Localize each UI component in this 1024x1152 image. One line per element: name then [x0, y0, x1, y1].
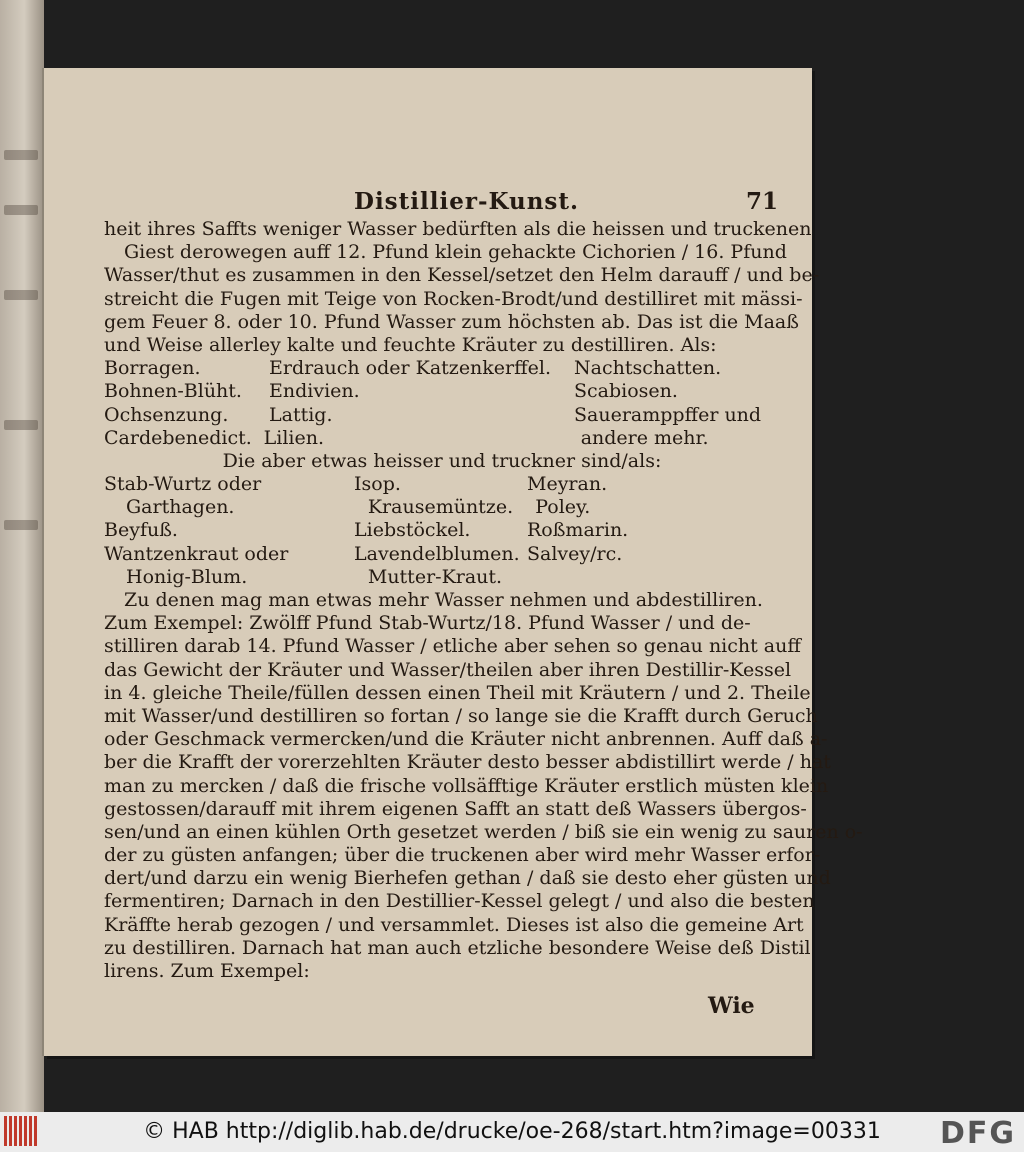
text-line: dert/und darzu ein wenig Bierhefen gethan / daß sie desto eher güsten und: [104, 867, 831, 890]
text-line: heit ihres Saffts weniger Wasser bedürften als die heissen und truckenen: [104, 218, 812, 240]
show-through-mark: [4, 205, 38, 215]
page-text: [104, 188, 863, 1019]
herb-name: Bohnen-Blüht.: [104, 380, 242, 403]
text-line: man zu mercken / daß die frische vollsäfftige Kräuter erstlich müsten klein: [104, 774, 829, 797]
text-line: ber die Krafft der vorerzehlten Kräuter desto besser abdistillirt werde / hat: [104, 751, 831, 774]
viewer-footer: [0, 1112, 1024, 1152]
list-row: [104, 519, 780, 542]
list-row: [104, 427, 780, 450]
text-line: gem Feuer 8. oder 10. Pfund Wasser zum höchsten ab. Das ist die Maaß: [104, 310, 799, 333]
herb-name: Lavendelblumen.: [354, 542, 520, 565]
text-line: Zu denen mag man etwas mehr Wasser nehmen und abdestilliren.: [124, 589, 763, 611]
herb-name: Lattig.: [269, 403, 333, 426]
text-line: das Gewicht der Kräuter und Wasser/theilen aber ihren Destillir-Kessel: [104, 658, 792, 681]
previous-page-edge: [0, 0, 44, 1112]
text-line: stilliren darab 14. Pfund Wasser / etliche aber sehen so genau nicht auff: [104, 635, 801, 658]
herb-name: Borragen.: [104, 357, 201, 380]
list-row: [104, 380, 780, 403]
show-through-mark: [4, 520, 38, 530]
herb-name: [535, 566, 780, 589]
herb-name: Cardebenedict.: [104, 426, 252, 449]
copyright-link[interactable]: © HAB http://diglib.hab.de/drucke/oe-268/start.htm?image=00331: [143, 1119, 881, 1144]
show-through-mark: [4, 420, 38, 430]
herb-name: Nachtschatten.: [574, 357, 722, 380]
intro-paragraph: [104, 218, 820, 357]
text-line: lirens. Zum Exempel:: [104, 960, 310, 982]
list-row: [104, 543, 780, 566]
herb-name: Stab-Wurtz oder: [104, 473, 262, 496]
list-row: [104, 496, 780, 519]
list-row: [104, 357, 780, 380]
text-line: oder Geschmack vermercken/und die Kräuter nicht anbrennen. Auff daß a-: [104, 728, 828, 751]
herb-name: Liebstöckel.: [354, 519, 471, 542]
text-line: Giest derowegen auff 12. Pfund klein gehackte Cichorien / 16. Pfund: [124, 241, 787, 264]
text-line: der zu güsten anfangen; über die truckenen aber wird mehr Wasser erfor-: [104, 844, 821, 867]
text-line: streicht die Fugen mit Teige von Rocken-Brodt/und destilliret mit mässi-: [104, 287, 803, 310]
herb-name: Erdrauch oder Katzenkerffel.: [269, 357, 551, 380]
text-line: Zum Exempel: Zwölff Pfund Stab-Wurtz/18. Pfund Wasser / und de-: [104, 612, 751, 635]
herb-name: Ochsenzung.: [104, 403, 229, 426]
herb-name: andere mehr.: [580, 426, 709, 449]
list-row: [104, 566, 780, 589]
herb-name: Isop.: [354, 473, 401, 496]
book-page: [44, 68, 863, 1056]
body-paragraph: [104, 589, 863, 983]
herb-name: Beyfuß.: [104, 519, 178, 542]
running-header: [104, 188, 780, 218]
text-line: und Weise allerley kalte und feuchte Kräuter zu destilliren. Als:: [104, 333, 717, 356]
hot-herbs-list: [104, 473, 780, 589]
herb-name: Poley.: [535, 496, 591, 519]
list-row: [104, 404, 780, 427]
herb-name: Krausemüntze.: [367, 496, 514, 519]
herb-name: Salvey/rc.: [527, 542, 623, 565]
section-heading: Die aber etwas heisser und truckner sind/als:: [222, 449, 662, 472]
herb-name: Scabiosen.: [574, 380, 678, 403]
text-line: mit Wasser/und destilliren so fortan / so lange sie die Krafft durch Geruch: [104, 704, 818, 727]
text-line: in 4. gleiche Theile/füllen dessen einen Theil mit Kräutern / und 2. Theile: [104, 681, 811, 704]
page-number: 71: [745, 188, 778, 215]
text-line: zu destilliren. Darnach hat man auch etzliche besondere Weise deß Distil: [104, 936, 811, 959]
dfg-logo: DFG: [939, 1116, 1016, 1151]
herb-name: Roßmarin.: [527, 519, 629, 542]
herb-name: Wantzenkraut oder: [104, 542, 289, 565]
herb-name: Mutter-Kraut.: [367, 565, 503, 588]
herb-name: Endivien.: [269, 380, 360, 403]
text-line: sen/und an einen kühlen Orth gesetzet werden / biß sie ein wenig zu sauren o-: [104, 820, 863, 843]
show-through-mark: [4, 290, 38, 300]
herb-name: Saueramppffer und: [574, 403, 762, 426]
cold-herbs-list: [104, 357, 780, 450]
herb-name: Lilien.: [263, 426, 324, 449]
list-row: [104, 473, 780, 496]
herb-name: Garthagen.: [126, 496, 235, 519]
text-line: fermentiren; Darnach in den Destillier-Kessel gelegt / und also die besten: [104, 890, 815, 913]
catchword: Wie: [708, 993, 755, 1019]
text-line: Wasser/thut es zusammen in den Kessel/setzet den Helm darauff / und be-: [104, 264, 820, 287]
text-line: gestossen/darauff mit ihrem eigenen Safft an statt deß Wassers übergos-: [104, 797, 807, 820]
text-line: Kräffte herab gezogen / und versammlet. Dieses ist also die gemeine Art: [104, 913, 804, 936]
herb-name: Meyran.: [527, 473, 608, 496]
show-through-mark: [4, 150, 38, 160]
running-title: Distillier-Kunst.: [354, 188, 580, 215]
herb-name: Honig-Blum.: [126, 565, 248, 588]
